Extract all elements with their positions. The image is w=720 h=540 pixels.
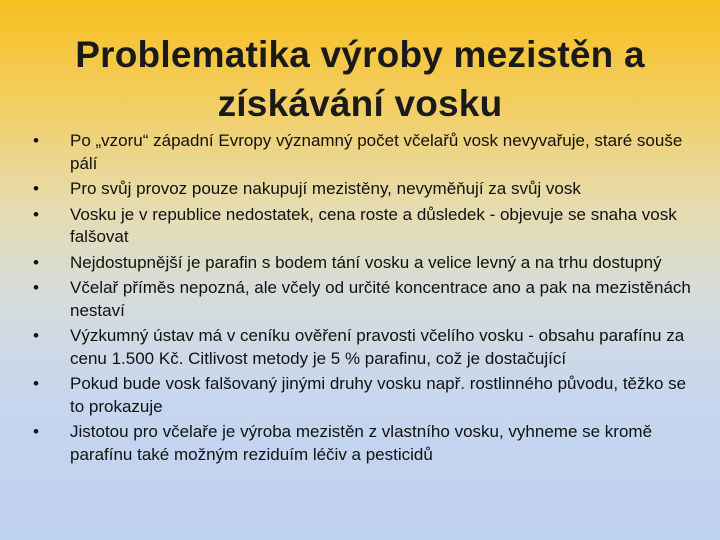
bullet-marker: • [33,131,39,150]
bullet-marker: • [33,374,39,393]
bullet-marker: • [33,278,39,297]
bullet-item [22,130,702,175]
bullet-text: Po „vzoru“ západní Evropy významný počet včelařů vosk nevyvařuje, staré souše pálí [70,131,683,173]
bullet-marker: • [33,326,39,345]
bullet-item [22,178,702,201]
bullet-text: Výzkumný ústav má v ceníku ověření pravosti včelího vosku - obsahu parafínu za cenu 1.500 Kč. Citlivost metody je 5 % parafinu, což je dostačující [70,326,685,368]
bullet-marker: • [33,204,39,224]
bullet-list [22,130,702,469]
bullet-marker: • [33,422,39,441]
bullet-text: Vosku je v republice nedostatek, cena roste a důsledek - objevuje se snaha vosk falšovat [70,204,677,246]
bullet-marker: • [33,179,39,198]
bullet-item [22,204,702,249]
bullet-text: Jistotou pro včelaře je výroba mezistěn z vlastního vosku, vyhneme se kromě parafínu také možným reziduím léčiv a pesticidů [70,422,653,464]
bullet-text: Včelař příměs nepozná, ale včely od určité koncentrace ano a pak na mezistěnách nestaví [70,278,691,320]
bullet-item [22,373,702,418]
bullet-item [22,277,702,322]
bullet-text: Pokud bude vosk falšovaný jinými druhy vosku např. rostlinného původu, těžko se to prokazuje [70,374,687,416]
slide-title-line-1: Problematika výroby mezistěn a [75,34,645,75]
bullet-text: Nejdostupnější je parafin s bodem tání vosku a velice levný a na trhu dostupný [70,252,662,272]
bullet-text: Pro svůj provoz pouze nakupují mezistěny, nevyměňují za svůj vosk [70,179,581,198]
slide-title [40,30,680,128]
bullet-marker: • [33,252,39,272]
bullet-item [22,421,702,466]
bullet-item [22,252,702,275]
bullet-item [22,325,702,370]
slide-title-line-2: získávání vosku [217,83,503,124]
